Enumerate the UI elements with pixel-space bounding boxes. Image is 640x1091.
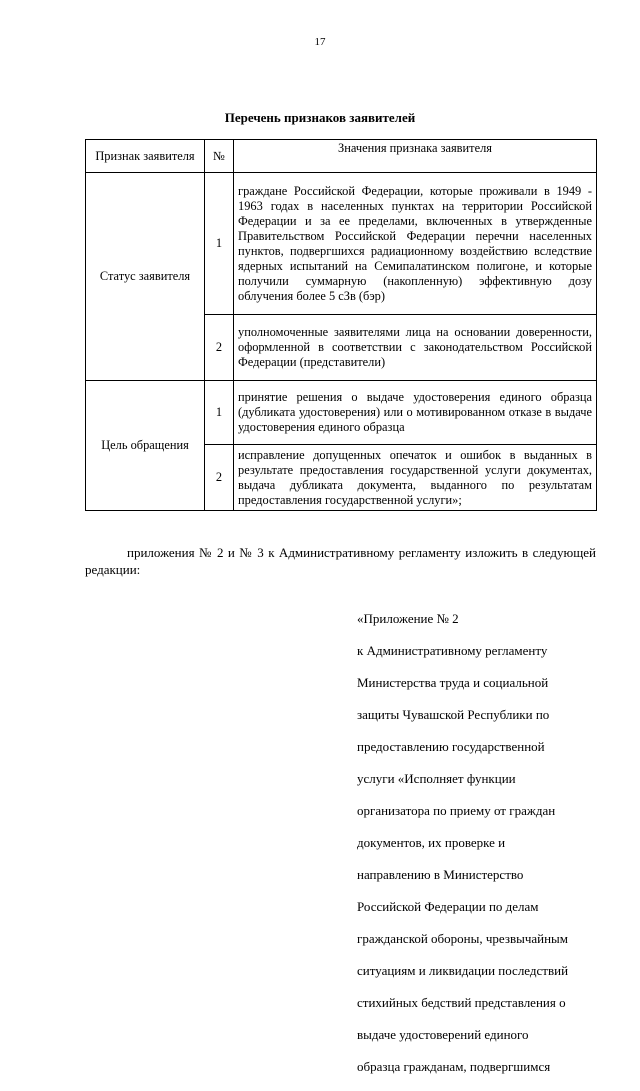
attribute-cell-purpose: Цель обращения — [86, 381, 205, 511]
appendix-line: документов, их проверке и — [357, 835, 506, 850]
appendix-line: предоставлению государственной — [357, 739, 545, 754]
page-number: 17 — [314, 36, 326, 48]
attribute-cell-status: Статус заявителя — [86, 173, 205, 381]
appendix-line: защиты Чувашской Республики по — [357, 707, 550, 722]
value-number: 2 — [205, 445, 234, 511]
header-number: № — [205, 140, 234, 173]
value-number: 2 — [205, 315, 234, 381]
appendix-line: выдаче удостоверений единого — [357, 1027, 529, 1042]
appendix-line: направлению в Министерство — [357, 867, 524, 882]
table-title: Перечень признаков заявителей — [224, 110, 416, 125]
table-row — [86, 381, 597, 445]
amendment-paragraph: приложения № 2 и № 3 к Административному регламенту изложить в следующей редакции: — [85, 545, 596, 577]
value-text: граждане Российской Федерации, которые проживали в 1949 - 1963 годах в населенных пунктах на территории Российской Федерации и за ее пределами, включенных в утвержденные Правительством Российской Федерации перечни населенных пунктов, подвергшихся радиационному воздействию вследствие ядерных испытаний на Семипалатинском полигоне, и которые получили суммарную (накопленную) эффективную дозу облучения более 5 сЗв (бэр) — [234, 173, 597, 315]
appendix-line: «Приложение № 2 — [357, 611, 459, 626]
appendix-header — [357, 595, 602, 1091]
header-attribute: Признак заявителя — [86, 140, 205, 173]
value-text: принятие решения о выдаче удостоверения единого образца (дубликата удостоверения) или о мотивированном отказе в выдаче удостоверения единого образца — [234, 381, 597, 445]
appendix-line: организатора по приему от граждан — [357, 803, 556, 818]
value-number: 1 — [205, 381, 234, 445]
value-text: исправление допущенных опечаток и ошибок в выданных в результате предоставления государственной услуги документах, выдача дубликата документа, выданного по результатам предоставления государственной услуги»; — [234, 445, 597, 511]
appendix-line: ситуациям и ликвидации последствий — [357, 963, 569, 978]
table-row — [86, 173, 597, 315]
appendix-line: стихийных бедствий представления о — [357, 995, 566, 1010]
header-values: Значения признака заявителя — [234, 140, 597, 173]
appendix-line: Министерства труда и социальной — [357, 675, 549, 690]
appendix-line: гражданской обороны, чрезвычайным — [357, 931, 569, 946]
appendix-line: к Административному регламенту — [357, 643, 548, 658]
appendix-line: образца гражданам, подвергшимся — [357, 1059, 551, 1074]
appendix-line: Российской Федерации по делам — [357, 899, 539, 914]
value-text: уполномоченные заявителями лица на основании доверенности, оформленной в соответствии с законодательством Российской Федерации (представители) — [234, 315, 597, 381]
value-number: 1 — [205, 173, 234, 315]
applicant-criteria-table — [85, 139, 597, 511]
appendix-line: услуги «Исполняет функции — [357, 771, 516, 786]
